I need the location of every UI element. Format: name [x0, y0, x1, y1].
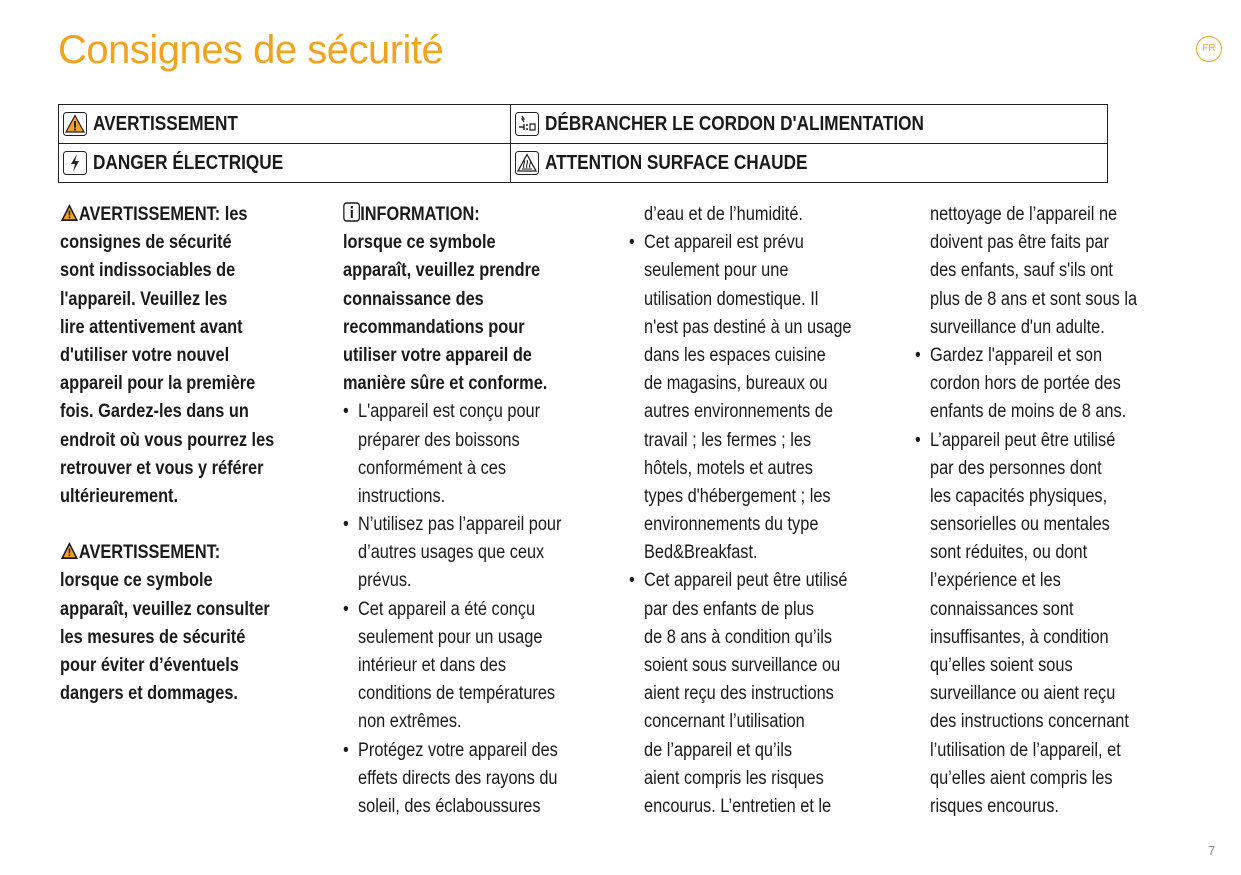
bullet-line: de magasins, bureaux ou	[644, 373, 828, 395]
information-line: recommandations pour	[343, 316, 525, 338]
warning-1-line: d'utiliser votre nouvel	[60, 344, 230, 366]
bullet-marker: •	[343, 514, 349, 536]
column-4	[915, 201, 1185, 821]
bullet-line: non extrêmes.	[358, 711, 462, 733]
bullet-line: risques encourus.	[930, 795, 1059, 817]
warning-1-line: appareil pour la première	[60, 373, 256, 395]
warning-paragraph-2	[60, 539, 322, 708]
column-2	[343, 201, 605, 821]
symbol-legend-table	[58, 104, 1108, 183]
continued-text	[915, 201, 1185, 342]
bullet-line: effets directs des rayons du	[358, 767, 558, 789]
column-3	[629, 201, 895, 821]
warning-triangle-icon	[63, 112, 87, 136]
lightning-bolt-icon	[63, 151, 87, 175]
legend-label-warning: AVERTISSEMENT	[93, 112, 238, 135]
information-line: lorsque ce symbole	[343, 232, 496, 254]
bullet-item	[915, 342, 1185, 427]
bullet-marker: •	[629, 570, 635, 592]
bullet-line: utilisation domestique. Il	[644, 288, 819, 310]
bullet-line: cordon hors de portée des	[930, 373, 1121, 395]
information-line: utiliser votre appareil de	[343, 344, 532, 366]
bullet-line: prévus.	[358, 570, 412, 592]
continued-line: doivent pas être faits par	[930, 232, 1109, 254]
legend-label-hot: ATTENTION SURFACE CHAUDE	[545, 151, 808, 174]
page-number: 7	[1208, 843, 1216, 858]
warning-2-line: pour éviter d’éventuels	[60, 655, 239, 676]
bullet-marker: •	[343, 598, 349, 620]
bullet-line: L'appareil est conçu pour	[358, 401, 541, 423]
warning-2-line: lorsque ce symbole	[60, 570, 213, 592]
bullet-line: qu’elles aient compris les	[930, 767, 1113, 789]
bullet-line: les capacités physiques,	[930, 485, 1108, 507]
bullet-line: insuffisantes, à condition	[930, 626, 1109, 648]
legend-cell-unplug	[511, 105, 1108, 144]
warning-triangle-icon	[60, 541, 79, 560]
warning-1-line: consignes de sécurité	[60, 232, 232, 254]
bullet-line: seulement pour un usage	[358, 626, 543, 648]
information-icon	[343, 202, 360, 222]
bullet-item	[629, 567, 895, 821]
bullet-line: environnements du type	[644, 514, 819, 536]
warning-1-line: l'appareil. Veuillez les	[60, 288, 228, 310]
bullet-line: aient reçu des instructions	[644, 683, 834, 705]
bullet-line: conformément à ces	[358, 457, 507, 479]
bullet-line: Gardez l'appareil et son	[930, 344, 1103, 366]
bullet-line: Cet appareil est prévu	[644, 232, 804, 254]
legend-cell-warning	[59, 105, 511, 144]
continued-line: plus de 8 ans et sont sous la	[930, 288, 1138, 310]
bullet-line: enfants de moins de 8 ans.	[930, 401, 1127, 423]
bullet-line: types d'hébergement ; les	[644, 485, 831, 507]
information-line: INFORMATION:	[360, 204, 480, 225]
bullet-line: par des enfants de plus	[644, 598, 814, 620]
bullet-line: surveillance ou aient reçu	[930, 683, 1116, 705]
bullet-line: N’utilisez pas l’appareil pour	[358, 514, 562, 536]
information-paragraph	[343, 201, 605, 398]
warning-2-line: dangers et dommages.	[60, 683, 238, 705]
bullet-line: qu’elles soient sous	[930, 655, 1073, 676]
warning-1-line: lire attentivement avant	[60, 316, 243, 338]
bullet-line: autres environnements de	[644, 401, 833, 423]
bullet-line: soient sous surveillance ou	[644, 655, 841, 676]
information-line: manière sûre et conforme.	[343, 373, 548, 395]
warning-triangle-icon	[60, 203, 79, 222]
bullet-line: Cet appareil peut être utilisé	[644, 570, 848, 592]
bullet-line: d’autres usages que ceux	[358, 542, 545, 564]
warning-2-line: apparaît, veuillez consulter	[60, 598, 270, 620]
bullet-line: n'est pas destiné à un usage	[644, 316, 852, 338]
bullet-item	[343, 511, 605, 596]
continued-line: surveillance d'un adulte.	[930, 316, 1105, 338]
bullet-item	[343, 737, 605, 822]
bullet-line: Cet appareil a été conçu	[358, 598, 536, 620]
bullet-line: l’utilisation de l’appareil, et	[930, 739, 1121, 761]
bullet-line: intérieur et dans des	[358, 655, 507, 676]
continued-line: des enfants, sauf s'ils ont	[930, 260, 1113, 282]
bullet-line: de l’appareil et qu’ils	[644, 739, 793, 761]
bullet-line: de 8 ans à condition qu’ils	[644, 626, 833, 648]
bullet-line: seulement pour une	[644, 260, 789, 282]
unplug-cord-icon	[515, 112, 539, 136]
information-line: apparaît, veuillez prendre	[343, 260, 541, 282]
bullet-marker: •	[629, 232, 635, 254]
bullet-line: concernant l’utilisation	[644, 711, 805, 733]
bullet-item	[343, 398, 605, 511]
warning-2-line: AVERTISSEMENT:	[78, 542, 221, 564]
bullet-marker: •	[343, 401, 349, 423]
legend-label-unplug: DÉBRANCHER LE CORDON D'ALIMENTATION	[545, 112, 924, 135]
bullet-line: préparer des boissons	[358, 429, 520, 451]
bullet-line: conditions de températures	[358, 683, 556, 705]
bullet-line: par des personnes dont	[930, 457, 1102, 479]
legend-cell-electric	[59, 144, 511, 183]
bullet-line: hôtels, motels et autres	[644, 457, 813, 479]
warning-2-line: les mesures de sécurité	[60, 626, 246, 648]
warning-1-line: AVERTISSEMENT: les	[78, 204, 248, 225]
bullet-line: Protégez votre appareil des	[358, 739, 558, 761]
bullet-line: encourus. L’entretien et le	[644, 795, 832, 817]
bullet-item	[629, 229, 895, 567]
warning-1-line: fois. Gardez-les dans un	[60, 401, 249, 423]
legend-cell-hot	[511, 144, 1108, 183]
bullet-line: instructions.	[358, 485, 446, 507]
bullet-line: sont réduites, ou dont	[930, 542, 1088, 564]
language-badge: FR	[1196, 36, 1222, 62]
bullet-line: aient compris les risques	[644, 767, 824, 789]
bullet-marker: •	[915, 344, 921, 366]
bullet-line: travail ; les fermes ; les	[644, 429, 812, 451]
column-1	[60, 201, 322, 708]
information-line: connaissance des	[343, 288, 484, 310]
bullet-line: connaissances sont	[930, 598, 1074, 620]
continued-line: nettoyage de l’appareil ne	[930, 204, 1118, 225]
bullet-item	[343, 596, 605, 737]
bullet-line: des instructions concernant	[930, 711, 1129, 733]
bullet-line: Bed&Breakfast.	[644, 542, 758, 564]
continued-line: d’eau et de l’humidité.	[644, 204, 803, 225]
continued-text	[629, 201, 895, 229]
warning-1-line: endroit où vous pourrez les	[60, 429, 275, 451]
hot-surface-icon	[515, 151, 539, 175]
bullet-line: L’appareil peut être utilisé	[930, 429, 1116, 451]
warning-paragraph-1	[60, 201, 322, 511]
bullet-line: dans les espaces cuisine	[644, 344, 826, 366]
bullet-line: soleil, des éclaboussures	[358, 795, 541, 817]
bullet-line: sensorielles ou mentales	[930, 514, 1110, 536]
legend-label-electric: DANGER ÉLECTRIQUE	[93, 151, 284, 174]
warning-1-line: sont indissociables de	[60, 260, 236, 282]
bullet-marker: •	[343, 739, 349, 761]
warning-1-line: ultérieurement.	[60, 485, 179, 507]
bullet-marker: •	[915, 429, 921, 451]
warning-1-line: retrouver et vous y référer	[60, 457, 264, 479]
page-title: Consignes de sécurité	[58, 28, 444, 72]
bullet-line: l’expérience et les	[930, 570, 1061, 592]
bullet-item	[915, 427, 1185, 822]
